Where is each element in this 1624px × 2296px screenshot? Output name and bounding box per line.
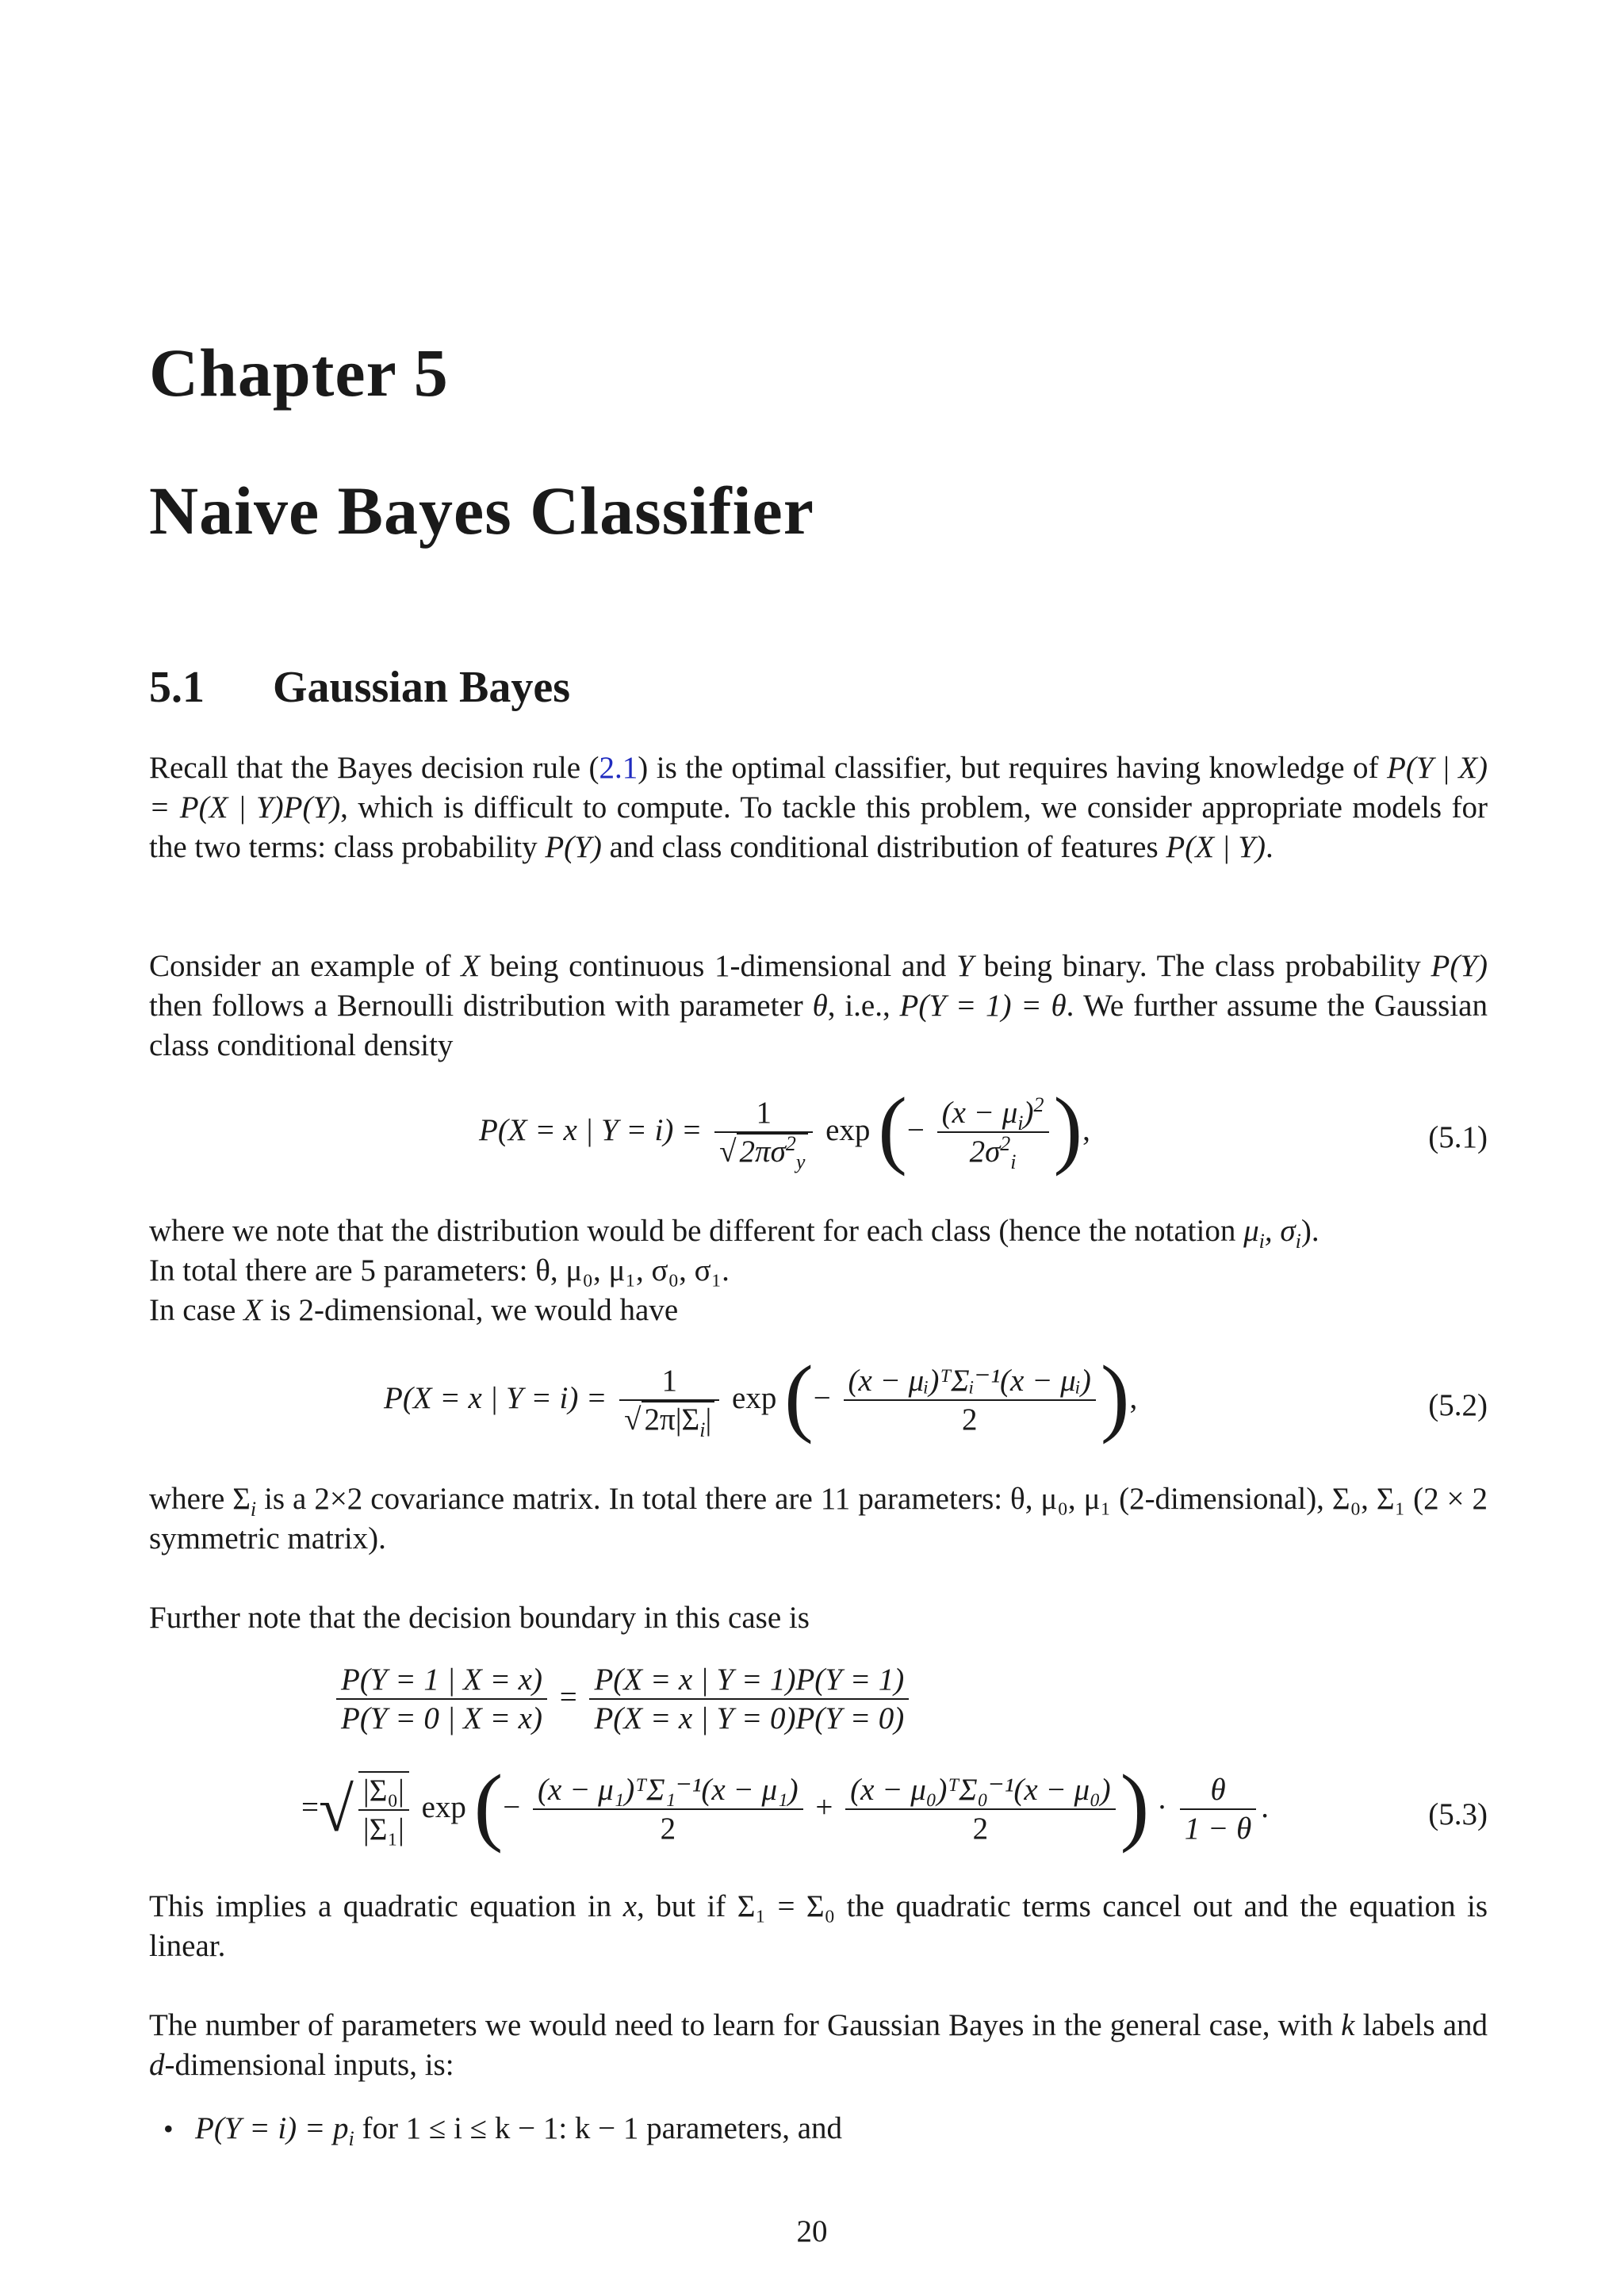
text-run: labels and (1354, 2008, 1488, 2042)
numerator: 1 (714, 1095, 813, 1133)
equation-number: (5.1) (1428, 1120, 1488, 1154)
fraction (619, 1363, 719, 1439)
superscript: 2 (1000, 1132, 1011, 1155)
math-inline: P(Y) (545, 830, 602, 864)
radicand: 2π|Σ (644, 1402, 700, 1437)
radicand-tail: | (705, 1402, 712, 1437)
equals-sign: = (559, 1679, 577, 1714)
left-paren: ( (878, 1080, 907, 1177)
punctuation: . (1261, 1789, 1270, 1824)
math-inline: P(Y = 1) = θ (899, 989, 1067, 1023)
text-run: -dimensional inputs, is: (164, 2048, 454, 2082)
subscript: i (250, 1497, 257, 1521)
superscript: 2 (1033, 1093, 1044, 1116)
equation-lhs: P(X = x | Y = i) = (384, 1380, 607, 1415)
math-inline: P(X | Y) (1166, 830, 1266, 864)
math-inline: θ (812, 989, 828, 1023)
subscript: i (1295, 1229, 1301, 1253)
denominator: 2 (961, 1402, 978, 1437)
text-run: In case (149, 1293, 244, 1327)
fraction (844, 1363, 1096, 1439)
text-run: ) is the optimal classifier, but requires having knowledge of (638, 751, 1388, 785)
numerator: (x − μ₁)ᵀΣ₁⁻¹(x − μ₁) (533, 1772, 803, 1810)
fraction (1180, 1772, 1256, 1848)
equation-body (479, 1080, 1090, 1177)
chapter-title: Naive Bayes Classifier (149, 473, 814, 549)
paragraph-covariance (149, 1479, 1488, 1559)
fraction (358, 1771, 409, 1849)
numerator: (x − μᵢ)ᵀΣᵢ⁻¹(x − μᵢ) (844, 1363, 1096, 1401)
paragraph-param-summary (149, 2006, 1488, 2085)
text-run: The number of parameters we would need to learn for Gaussian Bayes in the general case, with (149, 2008, 1342, 2042)
numerator-text: (x − μ (941, 1096, 1018, 1130)
left-paren: ( (784, 1348, 814, 1445)
plus-sign: + (815, 1789, 833, 1824)
section-heading (149, 662, 570, 713)
text-run: . (1265, 830, 1274, 864)
numerator (937, 1095, 1049, 1133)
superscript: 2 (785, 1132, 796, 1155)
text-run: , but if Σ₁ = Σ₀ the quadratic terms cancel out and the equation is linear. (149, 1889, 1488, 1963)
equation-5-3-line-2 (149, 1757, 1488, 1862)
math-inline: P(Y = i) = p (195, 2111, 349, 2145)
page-number: 20 (796, 2214, 828, 2248)
denominator: 1 − θ (1184, 1812, 1252, 1846)
text-run: , which is difficult to compute. To tackle this problem, we consider appropriate models for the two terms: class probability (149, 790, 1488, 864)
math-inline: , σ (1264, 1214, 1296, 1248)
paragraph-2d-case (149, 1291, 1488, 1330)
text-run: where Σ (149, 1482, 251, 1516)
fraction (845, 1772, 1116, 1848)
text-run: and class conditional distribution of features (601, 830, 1166, 864)
math-inline: k (1341, 2008, 1355, 2042)
fraction (336, 1662, 547, 1738)
denominator (937, 1133, 1049, 1171)
dot-operator: · (1157, 1789, 1168, 1824)
subscript: i (1258, 1229, 1265, 1253)
subscript: i (1017, 1111, 1024, 1135)
denominator: 2 (660, 1812, 676, 1846)
text-run: , i.e., (827, 989, 900, 1023)
equation-5-3-line-1 (149, 1662, 1488, 1749)
fraction (937, 1095, 1049, 1171)
sqrt: √ $2\pi|\Sigma_i|$ (624, 1401, 714, 1439)
numerator: 1 (619, 1363, 719, 1401)
sqrt: √ $2\pi\sigma^2_y$ (719, 1133, 808, 1171)
numerator: θ (1180, 1772, 1256, 1810)
sqrt: √ $\frac{\text{|Σ₀|}}{\text{|Σ₁|}}$ (319, 1771, 414, 1849)
minus-sign: − (503, 1789, 521, 1824)
right-paren: ) (1053, 1080, 1083, 1177)
denominator (714, 1133, 813, 1171)
fraction (714, 1095, 813, 1171)
text-run: Recall that the Bayes decision rule ( (149, 751, 599, 785)
punctuation: , (1129, 1380, 1138, 1415)
right-paren: ) (1120, 1757, 1150, 1854)
denominator: P(Y = 0 | X = x) (341, 1701, 542, 1735)
text-run: . We further assume the Gaussian class conditional density (149, 989, 1488, 1062)
equation-5-2 (149, 1348, 1488, 1452)
chapter-label: Chapter 5 (149, 335, 449, 411)
equation-reference-link[interactable]: 2.1 (599, 751, 638, 785)
equation-number: (5.2) (1428, 1388, 1488, 1422)
text-run: being continuous 1-dimensional and (480, 949, 956, 983)
denominator: P(X = x | Y = 0)P(Y = 0) (594, 1701, 905, 1735)
equation-body (301, 1757, 1270, 1854)
denominator-text: 2σ (969, 1135, 1001, 1169)
math-inline: P(Y | X) = P(X | Y)P(Y) (149, 751, 1488, 825)
math-inline: d (149, 2048, 165, 2082)
text-run: is a 2×2 covariance matrix. In total there are 11 parameters: θ, μ₀, μ₁ (2-dimensional), Σ₀, Σ₁ (2 × 2 symmetric matrix). (149, 1482, 1488, 1556)
paragraph-note (149, 1211, 1488, 1251)
minus-sign: − (813, 1380, 831, 1415)
right-paren: ) (1100, 1348, 1130, 1445)
paragraph-quadratic (149, 1887, 1488, 1966)
punctuation: , (1082, 1112, 1090, 1147)
math-inline: Y (956, 949, 974, 983)
text-run: being binary. The class probability (973, 949, 1431, 983)
numerator: (x − μ₀)ᵀΣ₀⁻¹(x − μ₀) (845, 1772, 1116, 1810)
paragraph-param-count: In total there are 5 parameters: θ, μ₀, μ₁, σ₀, σ₁. (149, 1253, 730, 1288)
subscript: y (795, 1150, 806, 1173)
equals-sign: = (301, 1789, 319, 1824)
paragraph-example (149, 947, 1488, 1066)
text-run: for 1 ≤ i ≤ k − 1: k − 1 parameters, and (354, 2111, 843, 2145)
math-inline: X (461, 949, 481, 983)
list-item (163, 2109, 843, 2150)
text-run: Consider an example of (149, 949, 462, 983)
subscript: i (699, 1418, 706, 1441)
numerator: P(X = x | Y = 1)P(Y = 1) (589, 1662, 909, 1700)
fraction (533, 1772, 803, 1848)
math-inline: x (622, 1889, 638, 1923)
subscript: i (1010, 1150, 1017, 1173)
paragraph-boundary: Further note that the decision boundary in this case is (149, 1601, 810, 1635)
equation-number: (5.3) (1428, 1797, 1488, 1831)
section-title: Gaussian Bayes (273, 663, 570, 712)
minus-sign: − (906, 1112, 925, 1147)
numerator-tail: ) (1023, 1096, 1034, 1130)
paragraph-intro (149, 748, 1488, 867)
equation-body (331, 1662, 914, 1738)
equation-5-1 (149, 1080, 1488, 1184)
subscript: i (348, 2126, 354, 2150)
math-inline: X (243, 1293, 262, 1327)
equation-lhs: P(X = x | Y = i) = (479, 1112, 703, 1147)
numerator: |Σ₀| (358, 1773, 409, 1811)
denominator: 2 (972, 1812, 989, 1846)
text-run: is 2-dimensional, we would have (262, 1293, 679, 1327)
math-inline: μ (1243, 1214, 1259, 1248)
numerator: P(Y = 1 | X = x) (336, 1662, 547, 1700)
exp-operator: exp (825, 1112, 871, 1147)
math-inline: P(Y) (1431, 949, 1488, 983)
radicand: 2πσ (739, 1135, 786, 1169)
denominator (619, 1401, 719, 1439)
text-run: then follows a Bernoulli distribution with parameter (149, 989, 813, 1023)
bullet-icon: • (163, 2113, 174, 2145)
left-paren: ( (473, 1757, 504, 1854)
text-run: ). (1300, 1214, 1320, 1248)
exp-operator: exp (421, 1789, 466, 1824)
equation-body (384, 1348, 1138, 1445)
denominator: |Σ₁| (362, 1812, 404, 1846)
section-number: 5.1 (149, 663, 205, 712)
exp-operator: exp (732, 1380, 777, 1415)
fraction (589, 1662, 909, 1738)
text-run: where we note that the distribution would be different for each class (hence the notation (149, 1214, 1244, 1248)
text-run: This implies a quadratic equation in (149, 1889, 623, 1923)
